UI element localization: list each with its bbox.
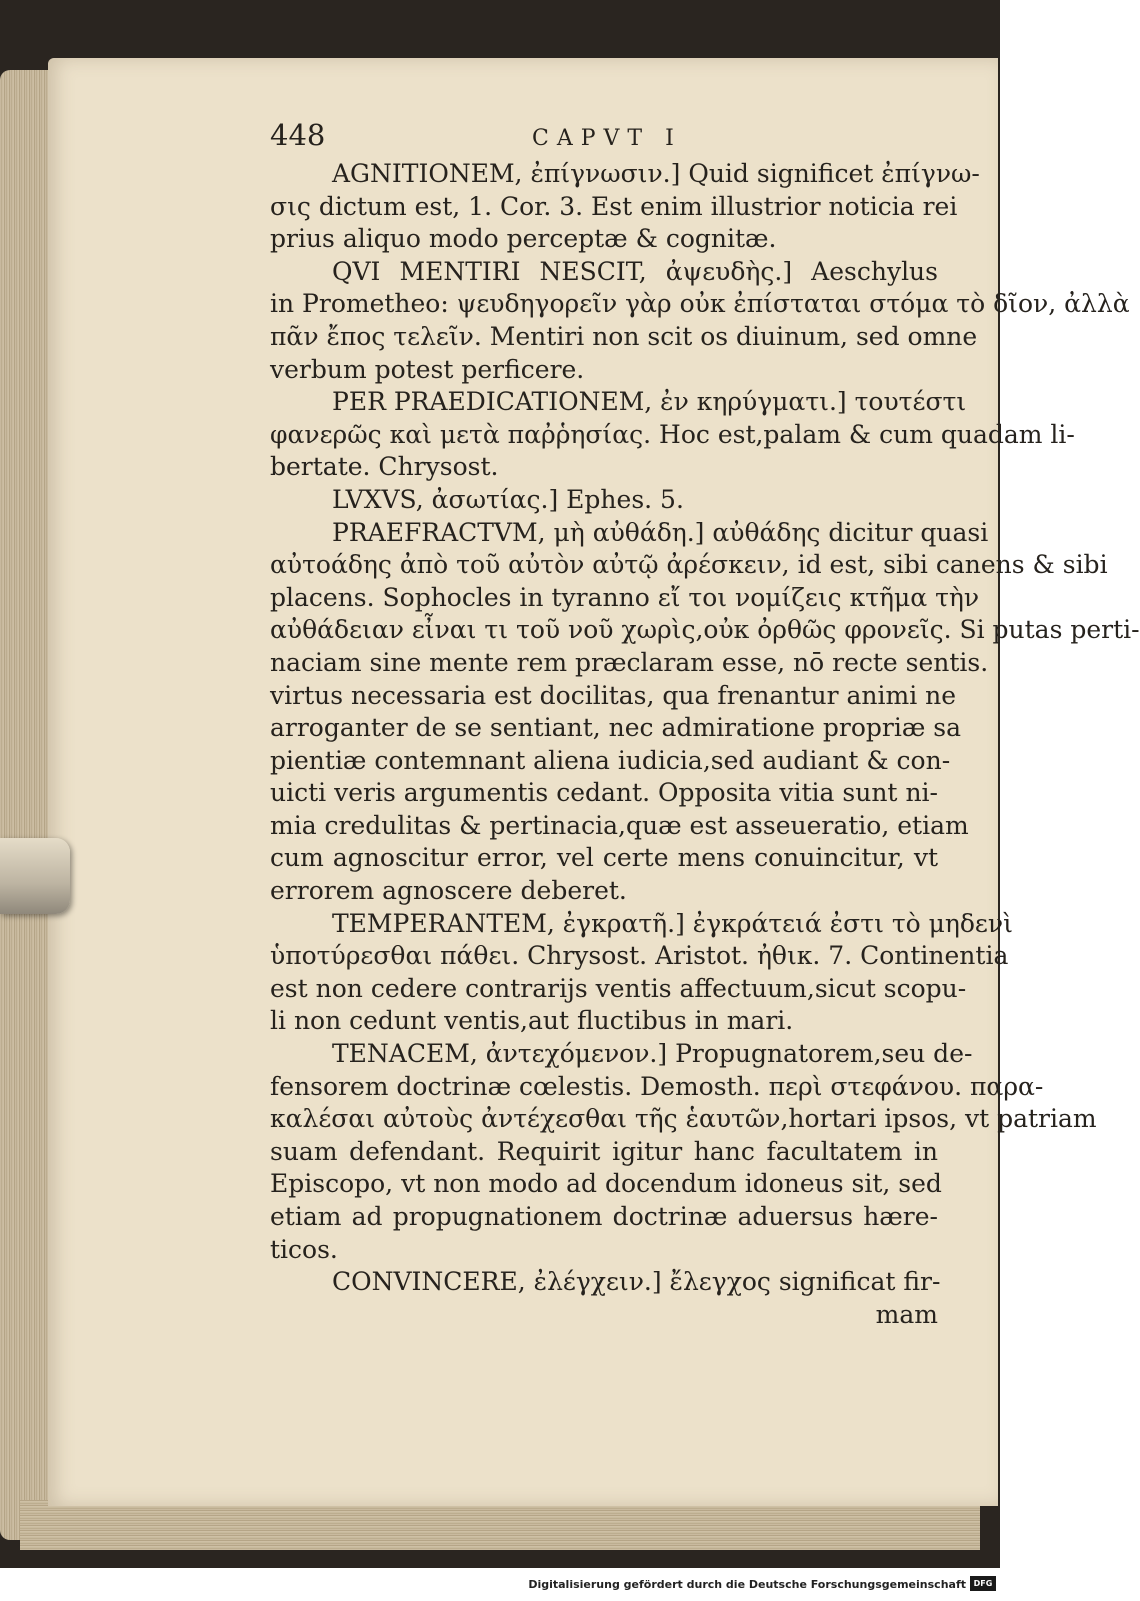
text-line: Episcopo, vt non modo ad docendum idoneus sit, sed (270, 1169, 942, 1199)
text-line: pientiæ contemnant aliena iudicia,sed audiant & con- (270, 745, 951, 775)
text-line: PRAEFRACTVM, μὴ αὐθάδη.] αὐθάδης dicitur quasi (332, 517, 989, 547)
running-head: CAPVT I (532, 126, 682, 151)
text-line: prius aliquo modo perceptæ & cognitæ. (270, 224, 777, 254)
text-line: errorem agnoscere deberet. (270, 876, 627, 906)
text-line: AGNITIONEM, ἐπίγνωσιν.] Quid significet ἐπίγνω- (332, 159, 980, 188)
text-line: ὑποτύρεσθαι πάθει. Chrysost. Aristot. ἠθικ. 7. Continentia (270, 941, 1009, 971)
text-line: σις dictum est, 1. Cor. 3. Est enim illustrior noticia rei (270, 191, 958, 221)
page-number: 448 (270, 118, 326, 152)
text-line: πᾶν ἔπος τελεῖν. Mentiri non scit os diuinum, sed omne (270, 321, 978, 351)
text-line: TEMPERANTEM, ἐγκρατῆ.] ἐγκράτειά ἐστι τὸ μηδενὶ (332, 908, 1013, 938)
text-line: placens. Sophocles in tyranno εἴ τοι νομίζεις κτῆμα τὴν (270, 582, 980, 612)
text-line: naciam sine mente rem præclaram esse, nō recte sentis. (270, 647, 989, 677)
catchword: mam (875, 1299, 938, 1329)
text-line: mia credulitas & pertinacia,quæ est asseueratio, etiam (270, 810, 969, 840)
text-line: bertate. Chrysost. (270, 452, 499, 482)
text-line: αὐθάδειαν εἶναι τι τοῦ νοῦ χωρὶς,οὐκ ὀρθῶς φρονεῖς. Si putas perti- (270, 615, 1140, 645)
text-line: suam defendant. Requirit igitur hanc facultatem in (270, 1136, 938, 1166)
text-line: in Prometheo: ψευδηγορεῖν γὰρ οὐκ ἐπίσταται στόμα τὸ δῖον, ἀλλὰ (270, 289, 1130, 319)
page-header (270, 118, 938, 158)
text-line: fensorem doctrinæ cœlestis. Demosth. περὶ στεφάνου. παρα- (270, 1071, 1044, 1101)
text-line: LVXVS, ἀσωτίας.] Ephes. 5. (332, 484, 684, 514)
funding-credit: Digitalisierung gefördert durch die Deutsche Forschungsgemeinschaft (528, 1578, 966, 1591)
text-line: TENACEM, ἀντεχόμενον.] Propugnatorem,seu de- (332, 1039, 973, 1069)
text-line: ticos. (270, 1234, 338, 1264)
digitization-footer (0, 1568, 1000, 1601)
text-line: QVI MENTIRI NESCIT, ἀψευδὴς.] Aeschylus (332, 256, 938, 286)
text-line: est non cedere contrarijs ventis affectuum,sicut scopu- (270, 973, 967, 1003)
text-line: PER PRAEDICATIONEM, ἐν κηρύγματι.] τουτέστι (332, 387, 967, 417)
text-line: virtus necessaria est docilitas, qua frenantur animi ne (270, 680, 957, 710)
text-line: verbum potest perficere. (270, 354, 585, 384)
text-line: etiam ad propugnationem doctrinæ aduersus hære- (270, 1202, 938, 1231)
text-line: καλέσαι αὐτοὺς ἀντέχεσθαι τῆς ἑαυτῶν,hortari ipsos, vt patriam (270, 1104, 1097, 1134)
text-line: arroganter de se sentiant, nec admiratione propriæ sa (270, 713, 962, 743)
text-line: uicti veris argumentis cedant. Opposita vitia sunt ni- (270, 778, 938, 808)
text-line: li non cedunt ventis,aut fluctibus in mari. (270, 1006, 794, 1036)
book-clamp (0, 838, 70, 914)
page-content (270, 118, 1140, 1331)
book-bottom-edges (20, 1500, 980, 1550)
text-line: CONVINCERE, ἐλέγχειν.] ἔλεγχος significat fir- (332, 1267, 941, 1297)
text-line: αὐτοάδης ἀπὸ τοῦ αὐτὸν αὐτῷ ἀρέσκειν, id est, sibi canens & sibi (270, 550, 1108, 580)
dfg-logo-icon: DFG (970, 1576, 996, 1591)
text-line: cum agnoscitur error, vel certe mens conuincitur, vt (270, 843, 938, 873)
text-line: φανερῶς καὶ μετὰ παῤῥησίας. Hoc est,palam & cum quadam li- (270, 419, 1075, 449)
